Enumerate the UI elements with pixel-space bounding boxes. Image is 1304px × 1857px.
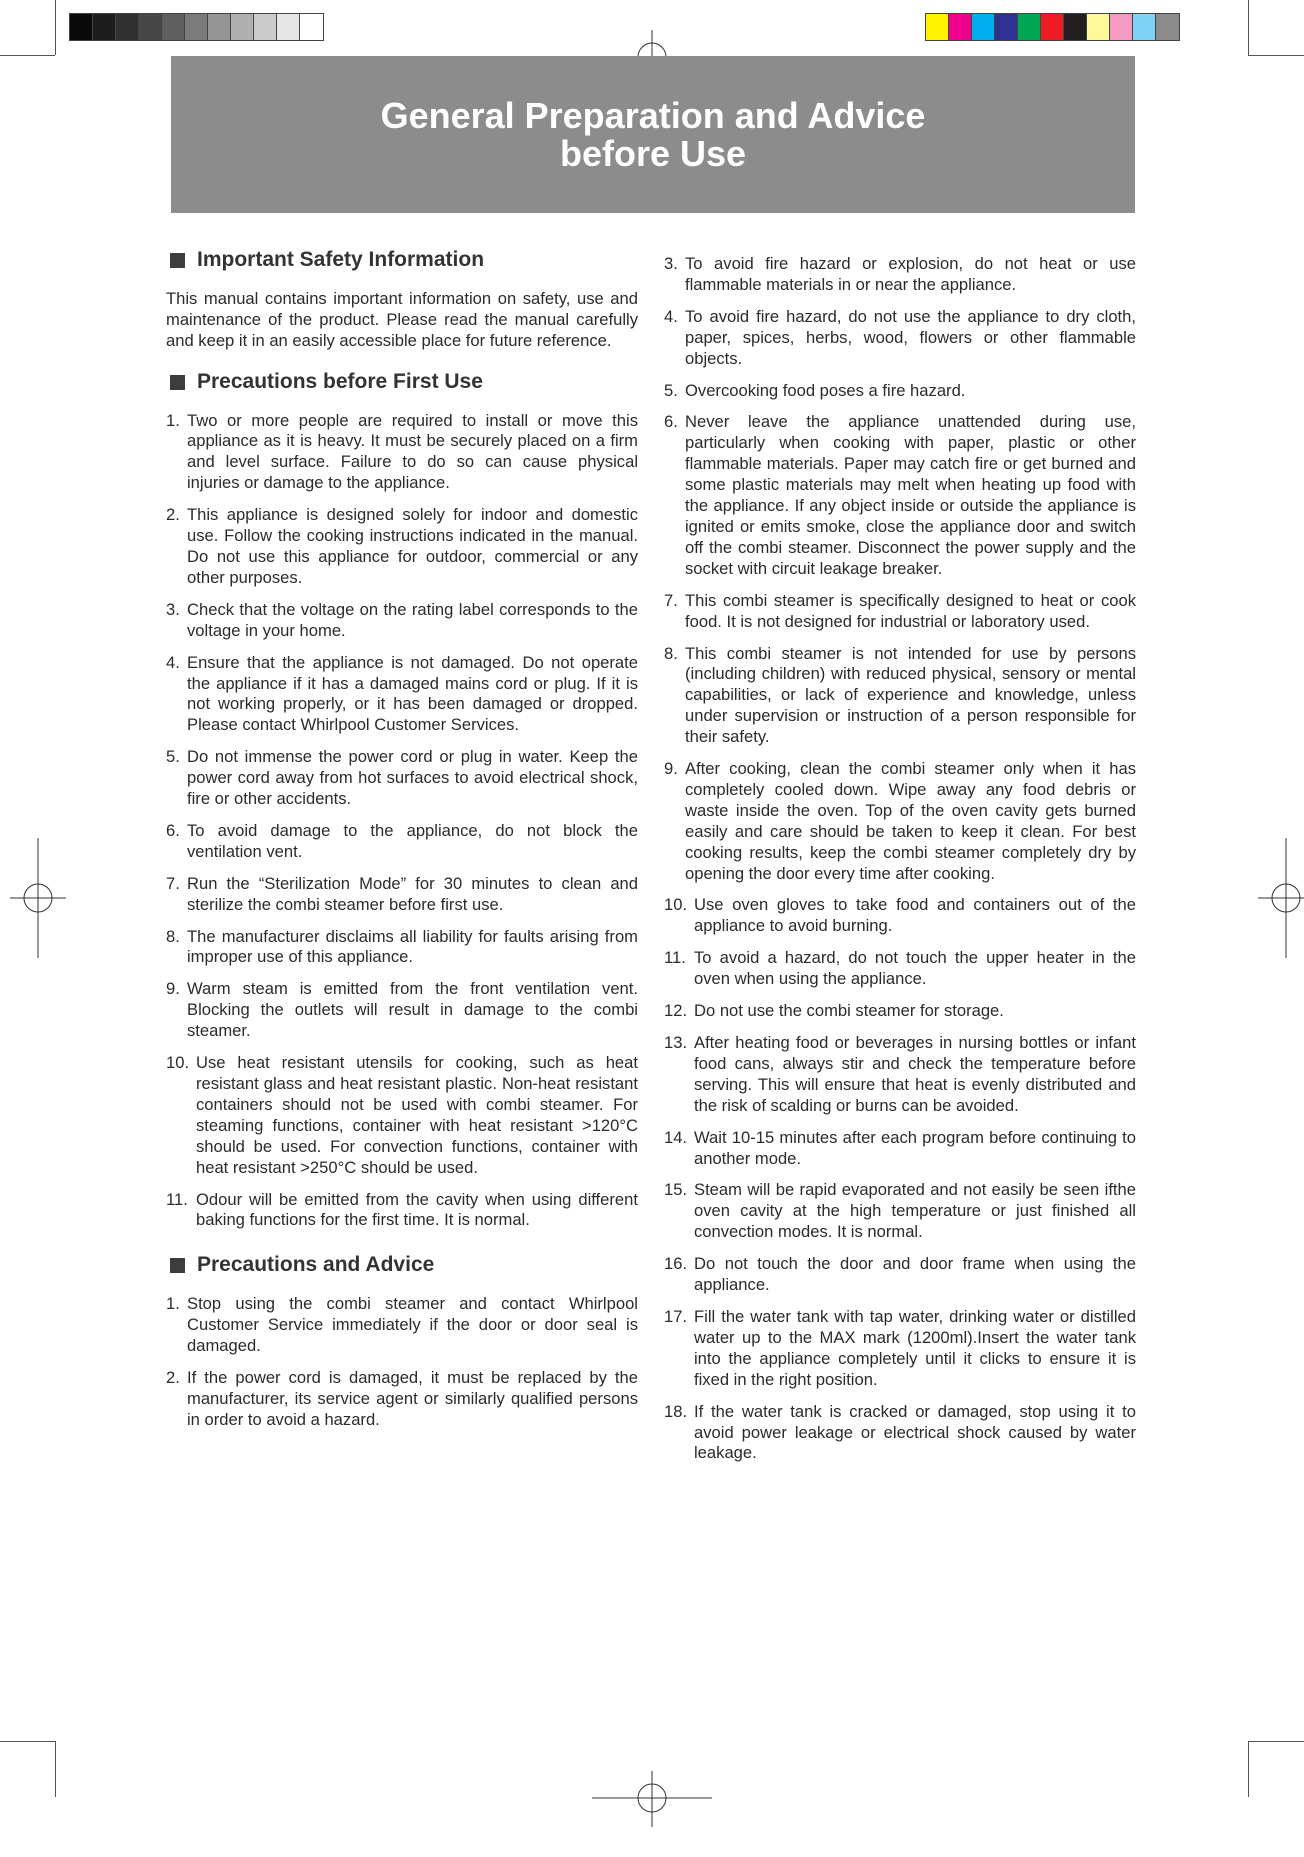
color-swatch xyxy=(162,14,185,40)
list-item-number: 17. xyxy=(664,1306,688,1326)
list-item-number: 3. xyxy=(664,254,678,273)
list-item xyxy=(664,381,1136,402)
registration-target-icon xyxy=(0,838,80,958)
crop-mark xyxy=(55,1741,56,1797)
list-item-text: Wait 10-15 minutes after each program before continuing to another mode. xyxy=(694,1127,1136,1168)
list-item-number: 9. xyxy=(664,759,678,779)
list-item xyxy=(664,254,1136,296)
list-item xyxy=(166,979,638,1042)
list-item-text: To avoid a hazard, do not touch the upper heater in the oven when using the appliance. xyxy=(694,948,1136,989)
color-swatch xyxy=(949,14,972,40)
color-swatch xyxy=(139,14,162,40)
crop-mark xyxy=(1248,1741,1249,1797)
list-item-text: Do not touch the door and door frame when using the appliance. xyxy=(694,1254,1136,1295)
list-item-number: 3. xyxy=(166,599,180,619)
list-item-number: 16. xyxy=(664,1254,688,1274)
list-item xyxy=(664,307,1136,370)
list-item xyxy=(166,821,638,863)
list-item xyxy=(664,591,1136,633)
advice-list-right xyxy=(664,254,1136,1464)
list-item xyxy=(664,1128,1136,1170)
list-item-number: 4. xyxy=(664,306,678,326)
color-swatch xyxy=(1041,14,1064,40)
list-item-number: 2. xyxy=(166,505,180,525)
list-item-number: 2. xyxy=(166,1367,180,1387)
grayscale-calibration-strip xyxy=(69,13,324,41)
list-item xyxy=(664,948,1136,990)
section-heading-first-use: Precautions before First Use xyxy=(170,372,638,393)
list-item xyxy=(664,1033,1136,1117)
list-item xyxy=(664,759,1136,884)
list-item xyxy=(166,505,638,589)
list-item xyxy=(664,1402,1136,1465)
color-swatch xyxy=(972,14,995,40)
list-item xyxy=(664,1254,1136,1296)
color-swatch xyxy=(300,14,323,40)
color-swatch xyxy=(926,14,949,40)
list-item-text: Fill the water tank with tap water, drinking water or distilled water up to the MAX mark (1200ml).Insert the water tank into the appliance completely until it clicks to ensure it is fixed in the right position. xyxy=(694,1306,1136,1389)
color-swatch xyxy=(277,14,300,40)
safety-paragraph: This manual contains important information on safety, use and maintenance of the product. Please read the manual carefully and keep it in an easily accessible place for future reference. xyxy=(166,288,638,350)
list-item-number: 6. xyxy=(166,820,180,840)
section-heading-advice: Precautions and Advice xyxy=(170,1255,638,1276)
square-bullet-icon xyxy=(170,375,185,390)
list-item-number: 8. xyxy=(664,643,678,663)
list-item-text: Stop using the combi steamer and contact Whirlpool Customer Service immediately if the door or door seal is damaged. xyxy=(187,1294,638,1356)
registration-target-icon xyxy=(1244,838,1304,958)
list-item xyxy=(664,412,1136,579)
list-item-number: 8. xyxy=(166,926,180,946)
list-item-number: 1. xyxy=(166,1294,180,1314)
color-swatch xyxy=(116,14,139,40)
list-item-text: Two or more people are required to install or move this appliance as it is heavy. It must be securely placed on a firm and level surface. Failure to do so can cause physical injuries or damage to the appliance. xyxy=(187,410,638,493)
first-use-list xyxy=(166,411,638,1232)
list-item-text: Steam will be rapid evaporated and not easily be seen ifthe oven cavity at the high temperature or just finished all convection modes. It is normal. xyxy=(694,1180,1136,1242)
color-swatch xyxy=(995,14,1018,40)
color-swatch xyxy=(208,14,231,40)
list-item xyxy=(664,1001,1136,1022)
list-item xyxy=(664,895,1136,937)
list-item-number: 13. xyxy=(664,1033,688,1052)
list-item xyxy=(166,1294,638,1357)
color-swatch xyxy=(1133,14,1156,40)
list-item-number: 10. xyxy=(166,1053,190,1073)
list-item-text: Check that the voltage on the rating label corresponds to the voltage in your home. xyxy=(187,599,638,640)
color-swatch xyxy=(231,14,254,40)
list-item xyxy=(664,644,1136,749)
title-banner xyxy=(171,56,1135,213)
color-swatch xyxy=(1064,14,1087,40)
list-item-number: 15. xyxy=(664,1180,688,1200)
page-title-line1: General Preparation and Advice xyxy=(380,94,926,136)
section-heading-safety: Important Safety Information xyxy=(170,250,638,271)
list-item-text: After cooking, clean the combi steamer only when it has completely cooled down. Wipe away any food debris or waste inside the oven. Top of the oven cavity gets burned easily and care should be taken to keep it clean. For best cooking results, keep the combi steamer completely dry by opening the door every time after cooking. xyxy=(685,759,1136,883)
list-item-text: This appliance is designed solely for indoor and domestic use. Follow the cooking instructions indicated in the manual. Do not use this appliance for outdoor, commercial or any other purposes. xyxy=(187,505,638,587)
left-column xyxy=(166,250,638,1455)
list-item-number: 5. xyxy=(166,747,180,767)
crop-mark xyxy=(1248,1741,1304,1742)
list-item xyxy=(166,747,638,810)
list-item-text: To avoid damage to the appliance, do not block the ventilation vent. xyxy=(187,820,638,861)
color-swatch xyxy=(1018,14,1041,40)
list-item-number: 1. xyxy=(166,410,180,430)
color-swatch xyxy=(254,14,277,40)
list-item-number: 11. xyxy=(166,1189,188,1209)
list-item-number: 18. xyxy=(664,1401,688,1421)
list-item-number: 14. xyxy=(664,1127,688,1147)
list-item-text: To avoid fire hazard, do not use the appliance to dry cloth, paper, spices, herbs, wood, flowers or other flammable objects. xyxy=(685,306,1136,368)
list-item xyxy=(166,600,638,642)
list-item-text: If the power cord is damaged, it must be replaced by the manufacturer, its service agent or similarly qualified persons in order to avoid a hazard. xyxy=(187,1367,638,1429)
list-item-text: Never leave the appliance unattended during use, particularly when cooking with paper, plastic or other flammable materials. Paper may catch fire or get burned and some plastic materials may melt when heating up food with the appliance. If any object inside or outside the appliance is ignited or emits smoke, close the appliance door and switch off the combi steamer. Disconnect the power supply and the socket with circuit leakage breaker. xyxy=(685,412,1136,578)
list-item-text: Do not use the combi steamer for storage. xyxy=(694,1001,1004,1021)
list-item-text: Warm steam is emitted from the front ventilation vent. Blocking the outlets will result in damage to the combi steamer. xyxy=(187,979,638,1041)
list-item xyxy=(166,1368,638,1431)
list-item-number: 4. xyxy=(166,652,180,672)
list-item-number: 7. xyxy=(166,873,180,893)
crop-mark xyxy=(0,55,55,56)
list-item-number: 10. xyxy=(664,895,688,915)
list-item-number: 7. xyxy=(664,590,678,610)
page-title-line2: before Use xyxy=(559,132,747,174)
color-swatch xyxy=(70,14,93,40)
list-item-text: To avoid fire hazard or explosion, do not heat or use flammable materials in or near the appliance. xyxy=(685,254,1136,294)
list-item-text: The manufacturer disclaims all liability for faults arising from improper use of this appliance. xyxy=(187,926,638,967)
square-bullet-icon xyxy=(170,1258,185,1273)
right-column xyxy=(664,254,1136,1488)
list-item-number: 6. xyxy=(664,412,678,432)
color-swatch xyxy=(93,14,116,40)
list-item xyxy=(166,1053,638,1178)
list-item-text: Ensure that the appliance is not damaged. Do not operate the appliance if it has a damaged mains cord or plug. If it is not working properly, or it has been damaged or dropped. Please contact Whirlpool Customer Services. xyxy=(187,652,638,735)
list-item xyxy=(664,1307,1136,1391)
advice-list-left xyxy=(166,1294,638,1430)
list-item-text: Run the “Sterilization Mode” for 30 minutes to clean and sterilize the combi steamer before first use. xyxy=(187,873,638,914)
list-item-text: This combi steamer is specifically designed to heat or cook food. It is not designed for industrial or laboratory used. xyxy=(685,590,1136,631)
list-item xyxy=(166,653,638,737)
color-swatch xyxy=(1087,14,1110,40)
list-item-text: Overcooking food poses a fire hazard. xyxy=(685,380,966,400)
color-swatch xyxy=(1110,14,1133,40)
list-item-number: 11. xyxy=(664,948,686,968)
color-swatch xyxy=(185,14,208,40)
list-item xyxy=(664,1180,1136,1243)
list-item-text: Use heat resistant utensils for cooking, such as heat resistant glass and heat resistant plastic. Non-heat resistant containers should not be used with combi steamer. For steaming functions, container with heat resistant >120°C should be used. For convection functions, container with heat resistant >250°C should be used. xyxy=(196,1053,638,1177)
crop-mark xyxy=(55,0,56,55)
crop-mark xyxy=(0,1741,55,1742)
list-item xyxy=(166,411,638,495)
registration-target-icon xyxy=(592,1737,712,1857)
list-item-text: After heating food or beverages in nursing bottles or infant food cans, always stir and check the temperature before serving. This will ensure that heat is evenly distributed and the risk of scalding or burns can be avoided. xyxy=(694,1033,1136,1115)
list-item xyxy=(166,874,638,916)
list-item xyxy=(166,1190,638,1232)
list-item-text: Odour will be emitted from the cavity when using different baking functions for the first time. It is normal. xyxy=(196,1189,638,1230)
square-bullet-icon xyxy=(170,253,185,268)
list-item-text: Do not immense the power cord or plug in water. Keep the power cord away from hot surfaces to avoid electrical shock, fire or other accidents. xyxy=(187,747,638,809)
color-swatch xyxy=(1156,14,1179,40)
list-item-text: Use oven gloves to take food and containers out of the appliance to avoid burning. xyxy=(694,895,1136,936)
list-item-number: 12. xyxy=(664,1001,688,1021)
list-item-text: This combi steamer is not intended for use by persons (including children) with reduced physical, sensory or mental capabilities, or lack of experience and knowledge, unless under supervision or instruction of a person responsible for their safety. xyxy=(685,643,1136,747)
color-calibration-strip xyxy=(925,13,1180,41)
list-item xyxy=(166,927,638,969)
list-item-number: 9. xyxy=(166,979,180,999)
crop-mark xyxy=(1248,0,1249,55)
list-item-number: 5. xyxy=(664,380,678,400)
list-item-text: If the water tank is cracked or damaged, stop using it to avoid power leakage or electrical shock caused by water leakage. xyxy=(694,1401,1136,1463)
crop-mark xyxy=(1248,55,1304,56)
